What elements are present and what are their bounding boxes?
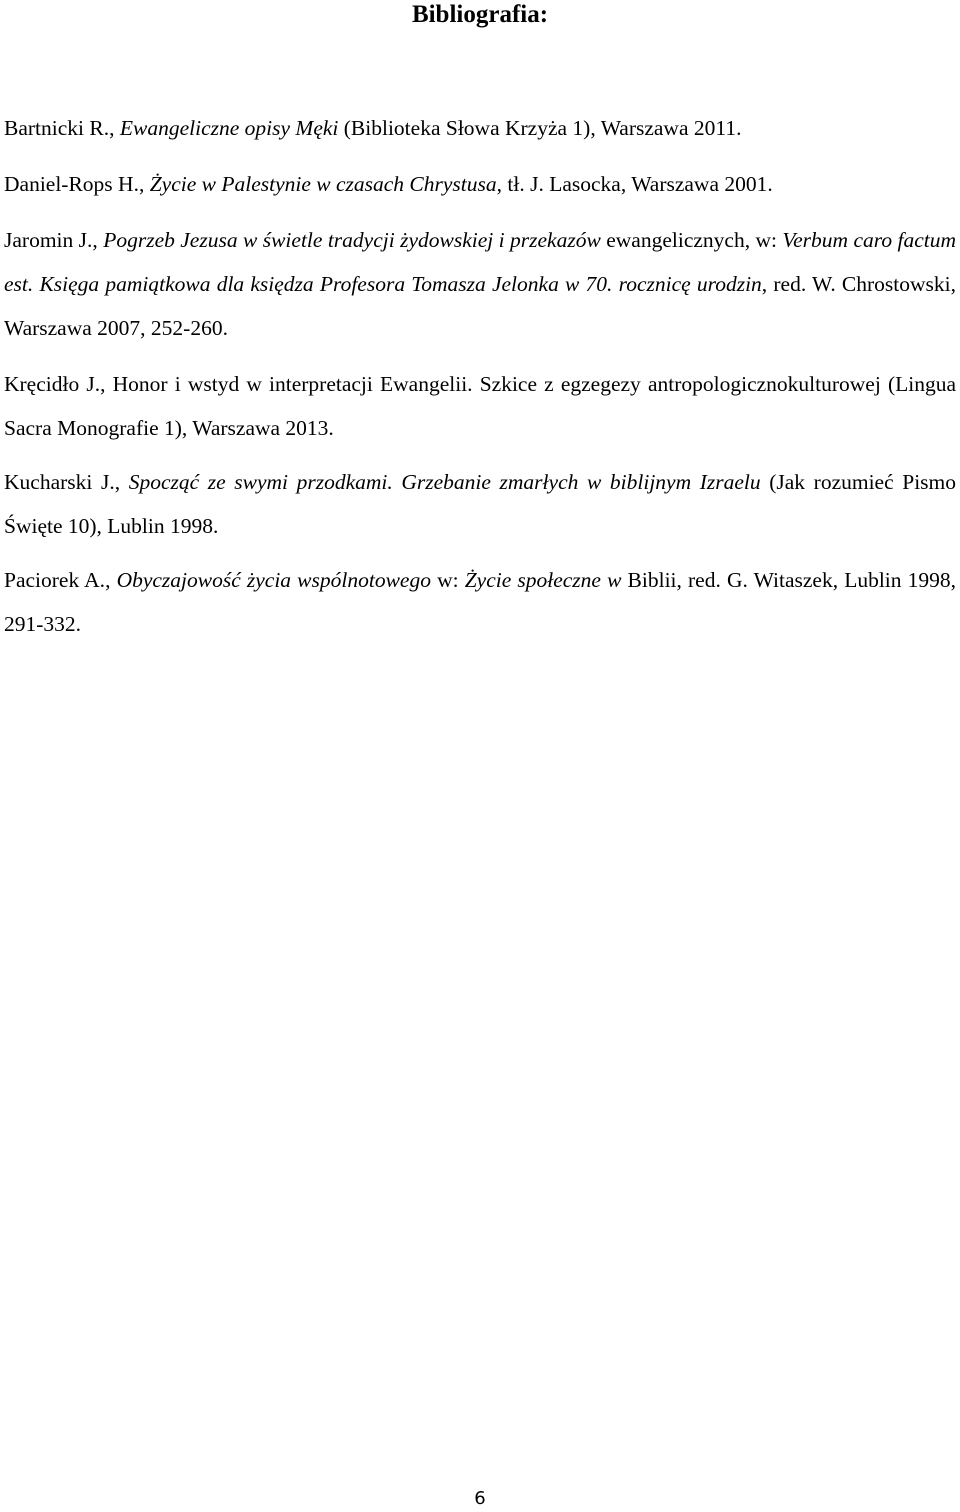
- entry-title: Życie w Palestynie w czasach Chrystusa: [149, 172, 497, 196]
- entry-title: Obyczajowość życia wspólnotowego: [116, 568, 431, 592]
- bibliography-entry-kucharski: [4, 460, 956, 548]
- entry-author: Kręcidło J.: [4, 372, 101, 396]
- entry-container-title: Verbum caro factum est. Księga pamiątkowa dla księdza Profesora Tomasza Jelonka w 70. rocznicę urodzin: [4, 228, 956, 296]
- page-title: Bibliografia:: [411, 1, 549, 28]
- entry-details: (Biblioteka Słowa Krzyża 1), Warszawa 2011.: [338, 116, 742, 140]
- entry-author: Bartnicki R.: [4, 116, 110, 140]
- entry-details: (Jak rozumieć Pismo Święte 10), Lublin 1998.: [4, 470, 957, 538]
- entry-separator: ,: [138, 172, 150, 196]
- entry-author: Kucharski J.: [4, 470, 115, 494]
- entry-details: , red. W. Chrostowski, Warszawa 2007, 252-260.: [4, 272, 956, 340]
- entry-title: Ewangeliczne opisy Męki: [119, 116, 339, 140]
- entry-separator: ,: [92, 228, 104, 252]
- entry-separator: ,: [114, 470, 129, 494]
- page-number: 6: [474, 1488, 486, 1509]
- entry-details: (Lingua Sacra Monografie 1), Warszawa 2013.: [4, 372, 957, 440]
- bibliography-entry-jaromin: [4, 218, 956, 350]
- entry-title: Pogrzeb Jezusa w świetle tradycji żydowskiej i przekazów: [103, 228, 601, 252]
- entry-separator: ,: [105, 568, 117, 592]
- entry-connector: w:: [430, 568, 465, 592]
- entry-author: Paciorek A.: [4, 568, 106, 592]
- entry-title: Honor i wstyd w interpretacji Ewangelii. Szkice z egzegezy antropologicznokulturowej: [112, 372, 881, 396]
- entry-author: Daniel-Rops H.: [4, 172, 139, 196]
- bibliography-entry-daniel-rops: [4, 162, 956, 206]
- bibliography-entry-krecidlo: [4, 362, 956, 450]
- entry-details: , tł. J. Lasocka, Warszawa 2001.: [496, 172, 773, 196]
- entry-separator: ,: [100, 372, 113, 396]
- bibliography-list: [4, 106, 956, 658]
- bibliography-entry-paciorek: [4, 558, 956, 646]
- entry-details: Biblii, red. G. Witaszek, Lublin 1998, 291-332.: [4, 568, 957, 636]
- bibliography-entry-bartnicki: [4, 106, 956, 150]
- entry-separator: ,: [109, 116, 120, 140]
- entry-title: Spocząć ze swymi przodkami. Grzebanie zmarłych w biblijnym Izraelu: [128, 470, 761, 494]
- entry-container-title: Życie społeczne w: [464, 568, 622, 592]
- entry-connector: ewangelicznych, w:: [600, 228, 783, 252]
- entry-author: Jaromin J.: [4, 228, 93, 252]
